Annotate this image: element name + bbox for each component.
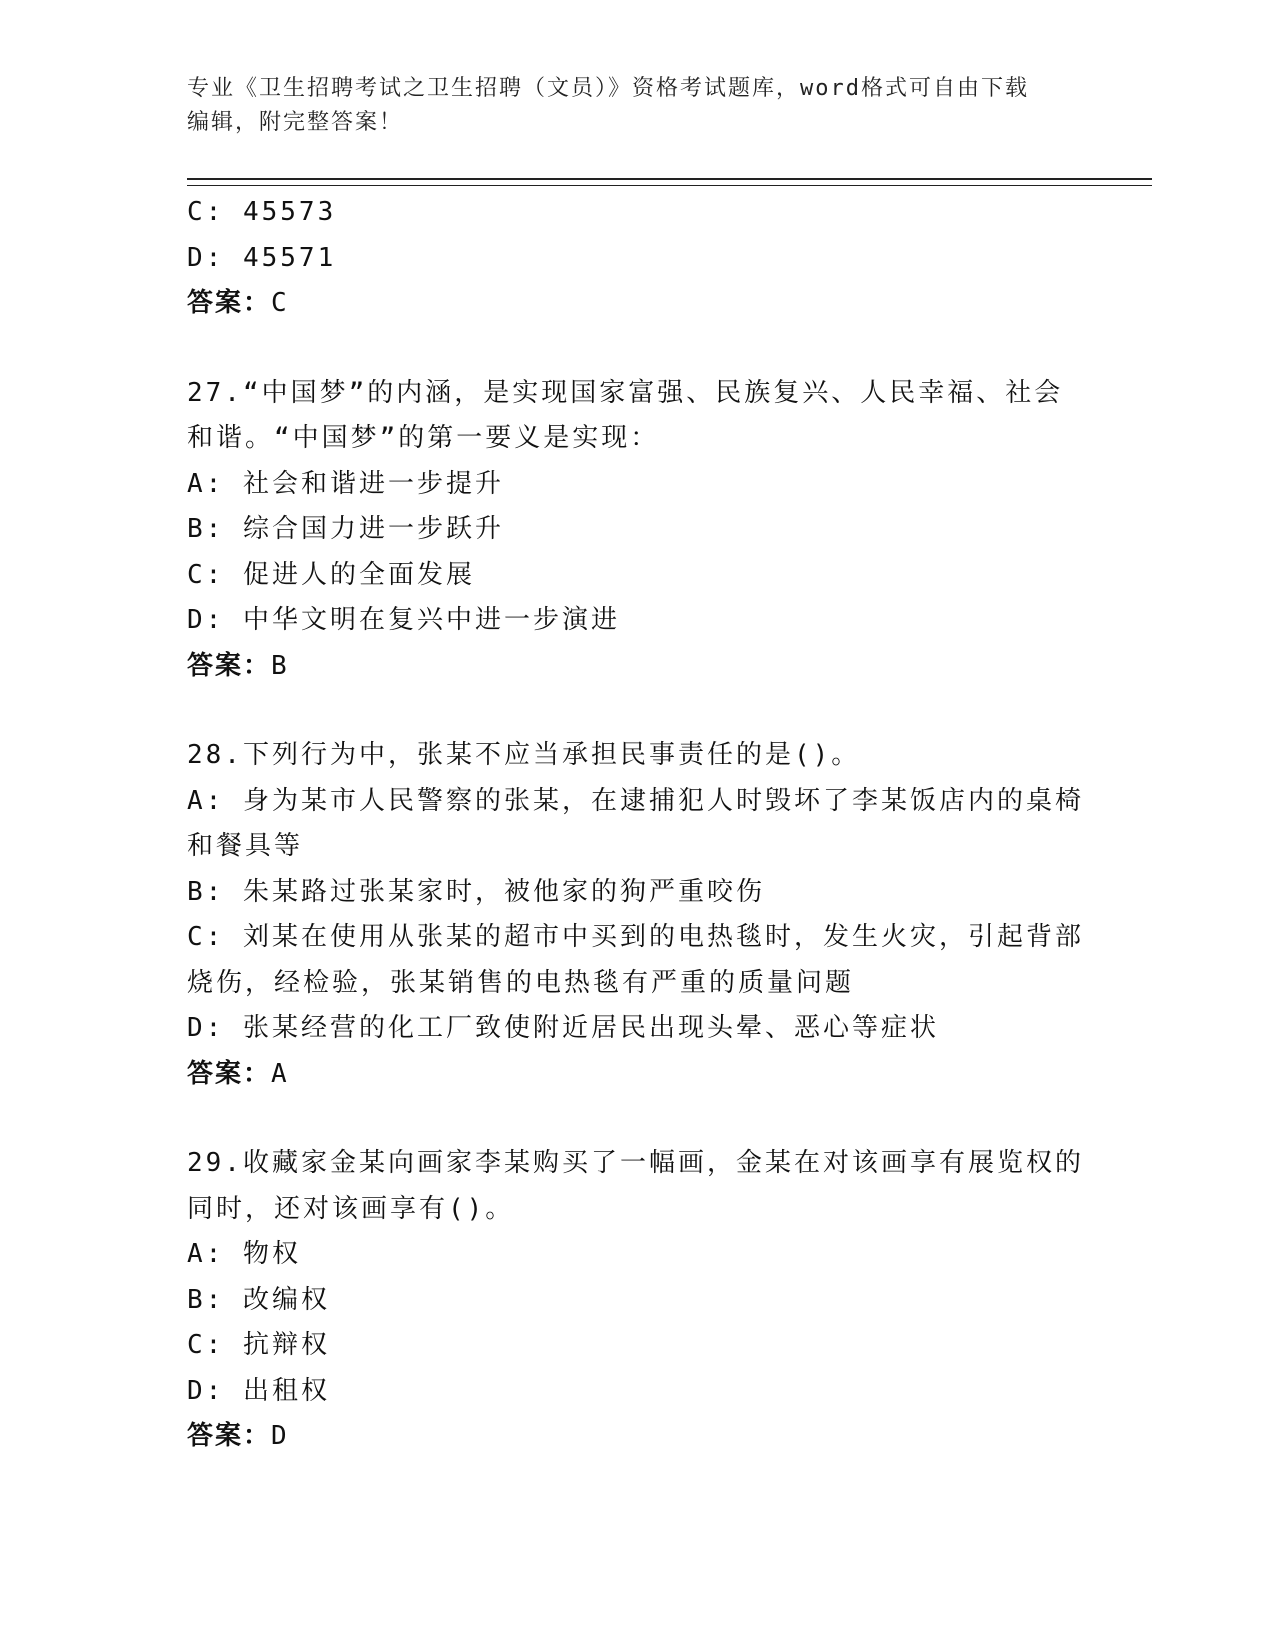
option-a-cont: 和餐具等 — [187, 831, 304, 861]
previous-question-tail — [187, 190, 1087, 327]
question-stem: 27.“中国梦”的内涵，是实现国家富强、民族复兴、人民幸福、社会 — [187, 377, 1064, 408]
option-b: B: 朱某路过张某家时，被他家的狗严重咬伤 — [187, 876, 765, 907]
answer-line: 答案：D — [187, 1421, 289, 1451]
option-a: A: 物权 — [187, 1239, 301, 1269]
answer-line: 答案：A — [187, 1058, 289, 1089]
option-b: B: 改编权 — [187, 1284, 330, 1315]
question-stem: 29.收藏家金某向画家李某购买了一幅画，金某在对该画享有展览权的 — [187, 1148, 1084, 1178]
header-line-2: 编辑，附完整答案！ — [187, 110, 404, 135]
header-line-1: 专业《卫生招聘考试之卫生招聘（文员）》资格考试题库，word格式可自由下载 — [187, 76, 1029, 101]
document-body — [187, 190, 1087, 1460]
option-c: C: 促进人的全面发展 — [187, 559, 475, 590]
answer-line: 答案：C — [187, 288, 289, 318]
option-a: A: 社会和谐进一步提升 — [187, 468, 504, 499]
question-28 — [187, 733, 1087, 1097]
question-27 — [187, 371, 1087, 690]
question-stem: 28.下列行为中，张某不应当承担民事责任的是()。 — [187, 740, 861, 770]
option-c: C: 45573 — [187, 197, 337, 227]
question-stem-cont: 同时，还对该画享有()。 — [187, 1193, 515, 1224]
page-header — [187, 72, 1067, 140]
header-divider — [187, 178, 1152, 186]
option-d: D: 45571 — [187, 242, 337, 273]
option-c: C: 刘某在使用从张某的超市中买到的电热毯时，发生火灾，引起背部 — [187, 922, 1084, 952]
option-c-cont: 烧伤，经检验，张某销售的电热毯有严重的质量问题 — [187, 967, 855, 998]
option-d: D: 出租权 — [187, 1375, 330, 1406]
question-29 — [187, 1141, 1087, 1460]
option-d: D: 张某经营的化工厂致使附近居民出现头晕、恶心等症状 — [187, 1013, 939, 1043]
option-d: D: 中华文明在复兴中进一步演进 — [187, 605, 620, 635]
option-c: C: 抗辩权 — [187, 1330, 330, 1360]
question-stem-cont: 和谐。“中国梦”的第一要义是实现： — [187, 423, 660, 453]
answer-line: 答案：B — [187, 650, 289, 681]
option-a: A: 身为某市人民警察的张某，在逮捕犯人时毁坏了李某饭店内的桌椅 — [187, 785, 1084, 816]
option-b: B: 综合国力进一步跃升 — [187, 514, 504, 544]
